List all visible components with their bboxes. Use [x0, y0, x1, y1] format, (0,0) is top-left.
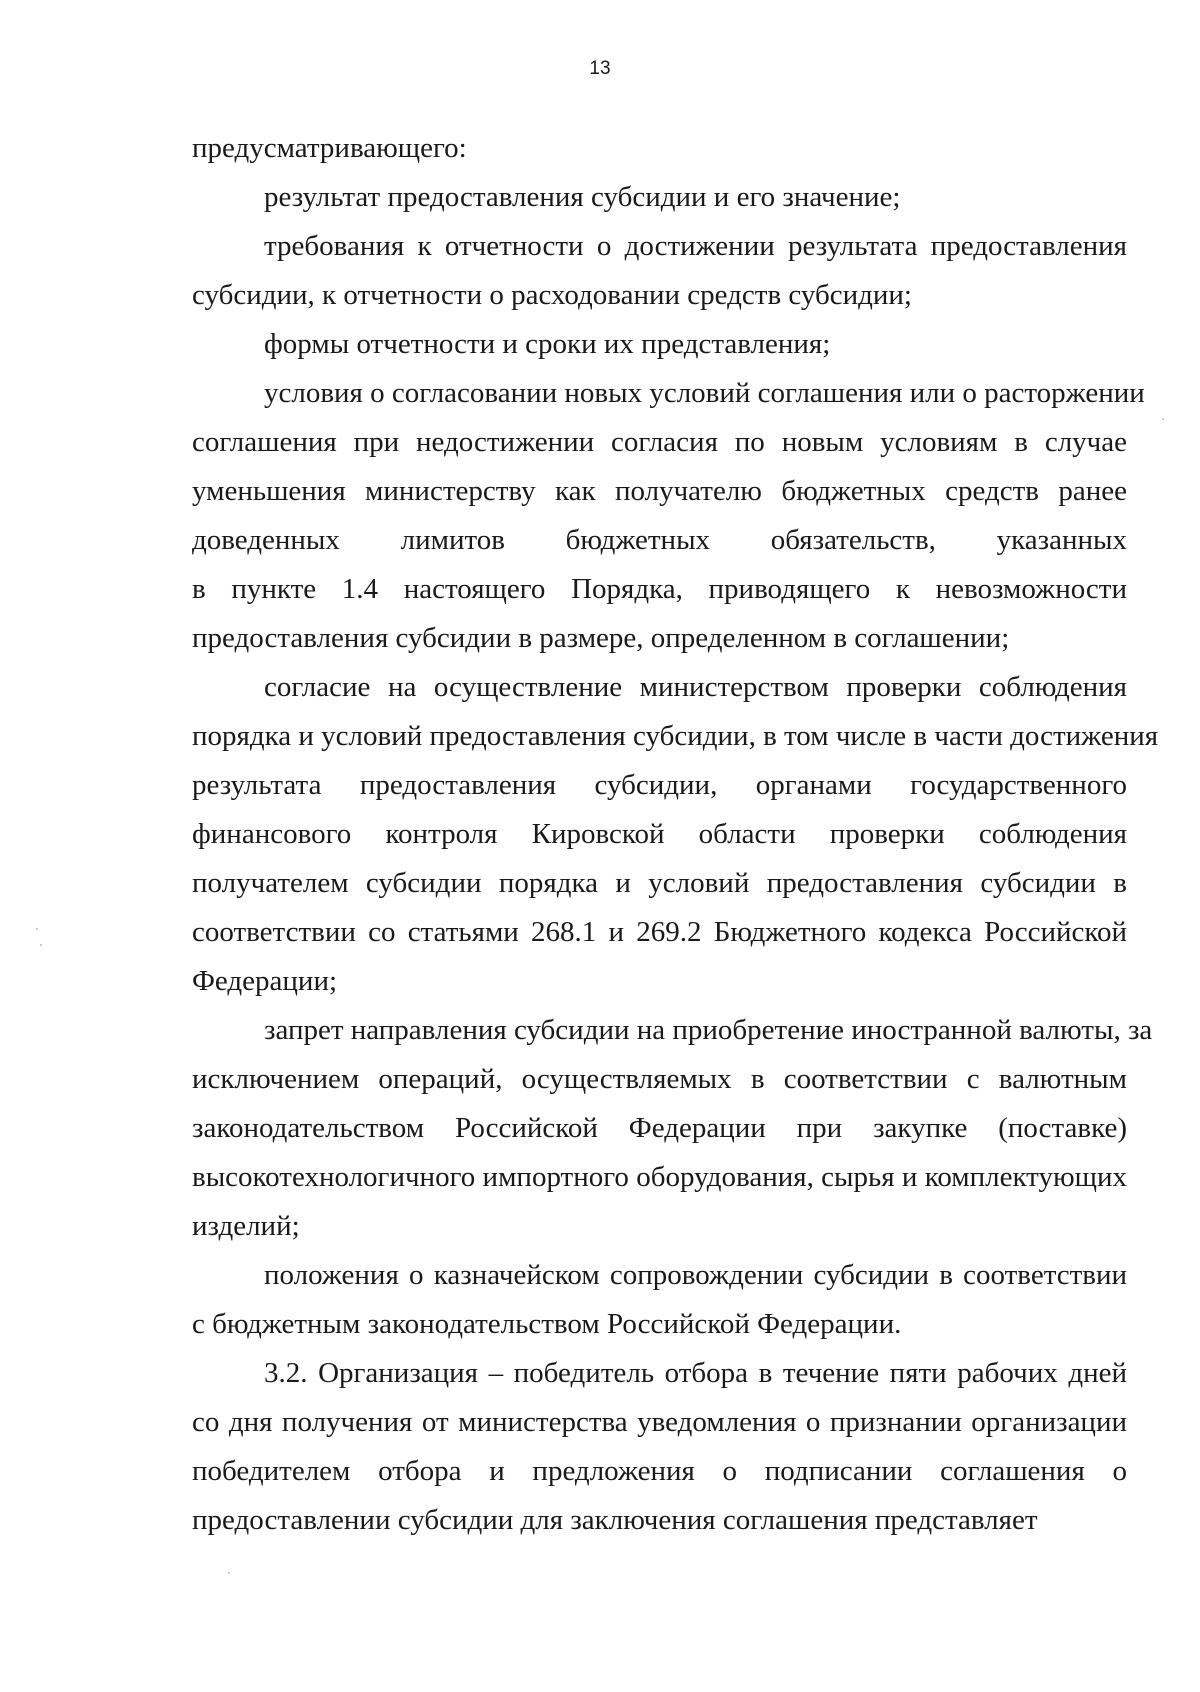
text-line: предоставления субсидии в размере, определенном в соглашении; [192, 622, 1010, 654]
text-line: предусматривающего: [192, 132, 467, 164]
paragraph [192, 320, 1127, 369]
text-line: получателем субсидии порядка и условий предоставления субсидии в [192, 867, 1127, 899]
paragraph [192, 369, 1145, 663]
page-number: 13 [589, 58, 611, 79]
paragraph [192, 663, 1159, 1006]
text-line: с бюджетным законодательством Российской Федерации. [192, 1308, 902, 1340]
text-line: высокотехнологичного импортного оборудования, сырья и комплектующих [192, 1161, 1127, 1193]
text-line: исключением операций, осуществляемых в соответствии с валютным [192, 1063, 1127, 1095]
text-line: условия о согласовании новых условий соглашения или о расторжении [264, 377, 1145, 409]
text-line: соответствии со статьями 268.1 и 269.2 Бюджетного кодекса Российской [192, 916, 1127, 948]
text-line: требования к отчетности о достижении результата предоставления [264, 230, 1127, 262]
text-line: доведенных лимитов бюджетных обязательств, указанных [192, 524, 1127, 556]
text-line: положения о казначейском сопровождении субсидии в соответствии [264, 1259, 1127, 1291]
text-line: уменьшения министерству как получателю бюджетных средств ранее [192, 475, 1127, 507]
text-line: 3.2. Организация – победитель отбора в течение пяти рабочих дней [264, 1357, 1127, 1389]
paragraph [192, 124, 1127, 173]
text-line: Федерации; [192, 965, 338, 997]
text-line: предоставлении субсидии для заключения соглашения представляет [192, 1504, 1038, 1536]
text-line: согласие на осуществление министерством проверки соблюдения [264, 671, 1127, 703]
text-line: со дня получения от министерства уведомления о признании организации [192, 1406, 1127, 1438]
text-line: изделий; [192, 1210, 300, 1242]
text-line: в пункте 1.4 настоящего Порядка, приводящего к невозможности [192, 573, 1127, 605]
text-line: результата предоставления субсидии, органами государственного [192, 769, 1127, 801]
text-line: финансового контроля Кировской области проверки соблюдения [192, 818, 1127, 850]
document-body [192, 124, 1159, 1545]
text-line: порядка и условий предоставления субсидии, в том числе в части достижения [192, 720, 1159, 752]
text-line: законодательством Российской Федерации при закупке (поставке) [192, 1112, 1127, 1144]
paragraph [192, 1349, 1127, 1545]
paragraph [192, 1251, 1127, 1349]
text-line: победителем отбора и предложения о подписании соглашения о [192, 1455, 1127, 1487]
paragraph [192, 1006, 1153, 1251]
paragraph [192, 222, 1127, 320]
text-line: соглашения при недостижении согласия по новым условиям в случае [192, 426, 1127, 458]
text-line: субсидии, к отчетности о расходовании средств субсидии; [192, 279, 912, 311]
paragraph [192, 173, 1127, 222]
text-line: формы отчетности и сроки их представления; [264, 328, 831, 360]
text-line: запрет направления субсидии на приобретение иностранной валюты, за [264, 1014, 1153, 1046]
text-line: результат предоставления субсидии и его значение; [264, 181, 901, 213]
